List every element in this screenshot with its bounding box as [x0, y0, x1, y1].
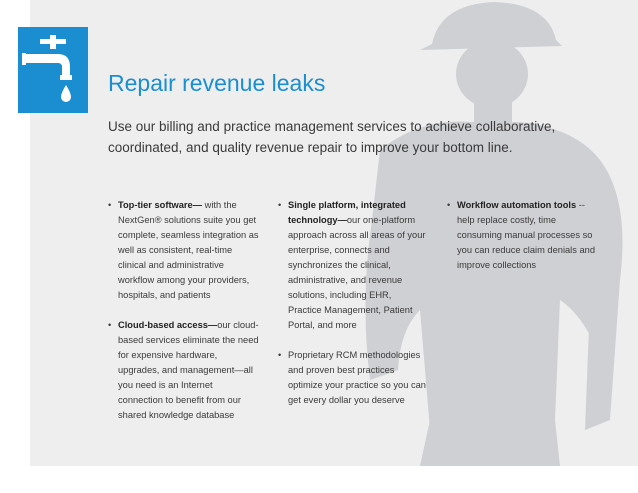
benefits-column-1: [108, 198, 260, 438]
item-lead: Single platform, integrated technology—: [288, 200, 406, 225]
bullet: •: [108, 320, 112, 330]
list-item: [278, 198, 426, 333]
item-text: with the NextGen® solutions suite you get complete, seamless integration as well as consistent, real-time clinical and administrative workflow among your providers, hospitals, and patients: [118, 200, 259, 300]
item-text: our cloud-based services eliminate the need for expensive hardware, upgrades, and management—all you need is an Internet connection to benefit from our shared knowledge database: [118, 320, 259, 420]
bullet: •: [447, 200, 451, 210]
faucet-icon-box: [18, 27, 88, 113]
bullet: •: [278, 200, 282, 210]
item-text: our one-platform approach across all areas of your enterprise, connects and synchronizes the clinical, administrative, and revenue solutions, including EHR, Practice Management, Patient Portal, and more: [288, 215, 426, 330]
faucet-icon: [18, 27, 88, 113]
item-lead: Cloud-based access—: [118, 320, 218, 330]
item-text: -- help replace costly, time consuming manual processes so you can reduce claim denials and improve collections: [457, 200, 595, 270]
bullet: •: [278, 350, 282, 360]
item-lead: Top-tier software—: [118, 200, 203, 210]
benefits-column-3: [447, 198, 595, 288]
intro-paragraph: Use our billing and practice management services to achieve collaborative, coordinated, and quality revenue repair to improve your bottom line.: [108, 119, 556, 155]
bullet: •: [108, 200, 112, 210]
list-item: [278, 348, 426, 408]
list-item: [108, 198, 260, 303]
benefits-column-2: [278, 198, 426, 423]
item-text: Proprietary RCM methodologies and proven best practices optimize your practice so you can get every dollar you deserve: [288, 350, 426, 405]
list-item: [108, 318, 260, 423]
page-title: Repair revenue leaks: [108, 70, 326, 96]
item-lead: Workflow automation tools: [457, 200, 577, 210]
list-item: [447, 198, 595, 273]
